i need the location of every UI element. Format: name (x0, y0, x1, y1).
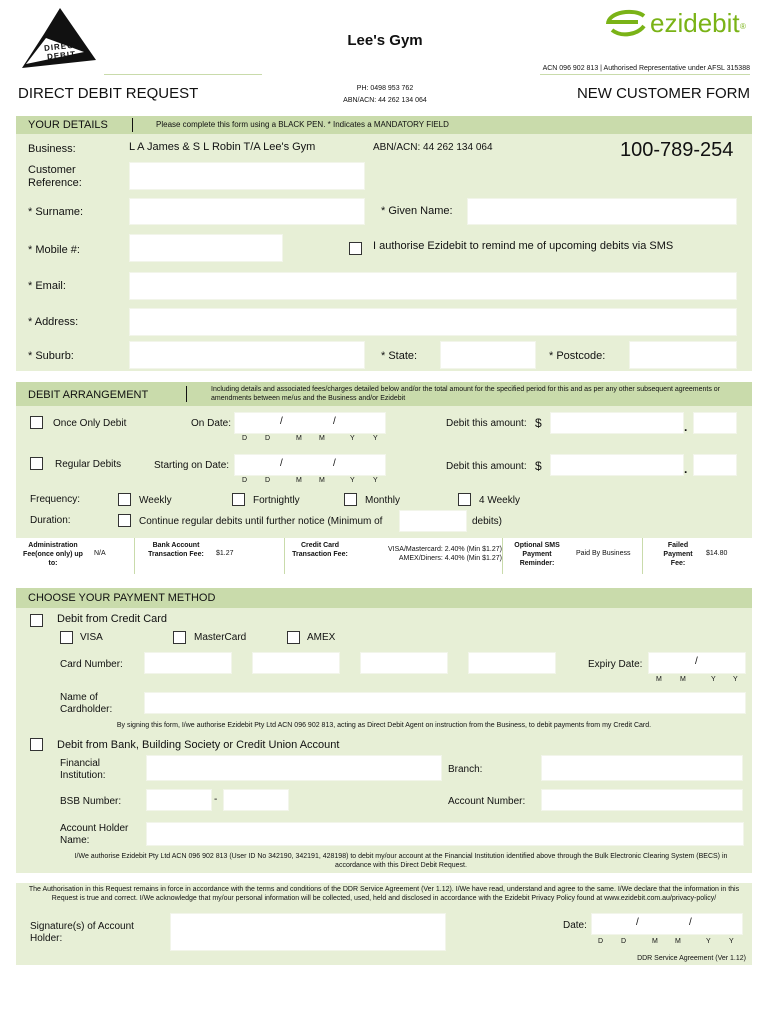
regular-amount-label: Debit this amount: (446, 461, 527, 472)
failed-fee-label: Failed Payment Fee: (663, 542, 693, 567)
debit-arrangement-title: DEBIT ARRANGEMENT (28, 389, 149, 401)
duration-label: Duration: (30, 515, 71, 526)
debit-arrangement-panel: DEBIT ARRANGEMENT Including details and associated fees/charges detailed below and/or the total amount for the specified period for this and as per any other subsequent agreements or amendments between me/us and the Business and/or Ezidebit Once Only Debit On Date: / / D D M M Y Y Debit this amount: $ . Regular Debits Starting on Date: / / D D M M Y Y Debit this amount: $ . Frequency: Weekly Fortnightly Monthly 4 Weekly Duration: Continue regular debits until further notice (Minimum of debits) Administration Fee(once only) up to: N/A Bank Account Transaction Fee: $1.27 Credit Card Transaction Fee: VISA/Mastercard: 2.40% (Min $1.27) AMEX/Diners: 4.40% (Min $1.27) Optional SMS Payment Reminder: Paid By Business Failed Payment Fee: $14.80 (16, 382, 752, 574)
mastercard-checkbox[interactable] (173, 631, 186, 644)
signature-label: Signature(s) of Account Holder: (30, 921, 134, 944)
financial-institution-label: Financial Institution: (60, 758, 106, 781)
financial-institution-field[interactable] (146, 755, 442, 781)
card-number-group-2[interactable] (252, 652, 340, 674)
sms-reminder-label: I authorise Ezidebit to remind me of upcoming debits via SMS (373, 240, 674, 252)
cardholder-label: Name of Cardholder: (60, 692, 113, 715)
given-name-label: * Given Name: (381, 205, 453, 217)
cc-fee-label: Credit Card Transaction Fee: (292, 542, 348, 558)
address-field[interactable] (129, 308, 737, 336)
card-number-label: Card Number: (60, 659, 123, 670)
once-amount-cents-field[interactable] (693, 412, 737, 434)
regular-amount-cents-field[interactable] (693, 454, 737, 476)
customer-ref-label: Customer Reference: (28, 164, 82, 189)
ezidebit-brand-name: ezidebit (650, 8, 740, 38)
amex-checkbox[interactable] (287, 631, 300, 644)
minimum-debits-field[interactable] (399, 510, 467, 532)
signature-panel: The Authorisation in this Request remains in force in accordance with the terms and conditions of the DDR Service Agreement (Ver 1.12). I/We have read, understand and agree to the same. I/We declare that the information in this Request is true and correct. I/We acknowledge that my/our personal information will be collected, used, held and disclosed in accordance with the Ezidebit Privacy Policy found at www.ezidebit.com.au/privacy-policy/ Signature(s) of Account Holder: Date: / / D D M M Y Y DDR Service Agreement (Ver 1.12) (16, 883, 752, 965)
on-date-label: On Date: (191, 418, 232, 429)
bank-fee-value: $1.27 (216, 550, 234, 557)
card-number-group-4[interactable] (468, 652, 556, 674)
payment-method-title: CHOOSE YOUR PAYMENT METHOD (28, 592, 216, 604)
fees-table (16, 538, 752, 574)
ezidebit-tm: ® (740, 22, 746, 31)
starting-date-field[interactable] (234, 454, 386, 476)
mobile-label: * Mobile #: (28, 244, 80, 256)
payment-method-header (16, 588, 752, 608)
logo-text-line2: DEBIT (46, 49, 77, 62)
bsb-field-2[interactable] (223, 789, 289, 811)
email-label: * Email: (28, 280, 66, 292)
suburb-field[interactable] (129, 341, 365, 369)
gym-name: Lee's Gym (347, 32, 423, 49)
credit-card-label: Debit from Credit Card (57, 613, 168, 625)
on-date-field[interactable] (234, 412, 386, 434)
abn-value: ABN/ACN: 44 262 134 064 (373, 142, 493, 153)
your-details-header (16, 116, 752, 134)
bank-authorisation-text: I/We authorise Ezidebit Pty Ltd ACN 096 902 813 (User ID No 342190, 342191, 428198) to debit my/our account at the Financial Institution identified above through the Bulk Electronic Clearing System (BECS) in accordance with this Direct Debit Request. (74, 853, 728, 869)
cc-fee-value: VISA/Mastercard: 2.40% (Min $1.27) AMEX/Diners: 4.40% (Min $1.27) (388, 546, 502, 562)
branch-label: Branch: (448, 764, 483, 775)
cc-authorisation-text: By signing this form, I/we authorise Ezidebit Pty Ltd ACN 096 902 813, acting as Direct Debit Agent on instruction from the Business, to debit payments from my Credit Card. (116, 722, 652, 729)
once-amount-field[interactable] (550, 412, 684, 434)
starting-date-label: Starting on Date: (154, 460, 230, 471)
bank-account-label: Debit from Bank, Building Society or Credit Union Account (57, 739, 340, 751)
account-number-label: Account Number: (448, 796, 526, 807)
expiry-label: Expiry Date: (588, 659, 643, 670)
account-holder-field[interactable] (146, 822, 744, 846)
surname-field[interactable] (129, 198, 365, 225)
weekly-checkbox[interactable] (118, 493, 131, 506)
mobile-field[interactable] (129, 234, 283, 262)
reference-number: 100-789-254 (620, 139, 734, 161)
regular-amount-field[interactable] (550, 454, 684, 476)
bank-account-checkbox[interactable] (30, 738, 43, 751)
credit-card-checkbox[interactable] (30, 614, 43, 627)
suburb-label: * Suburb: (28, 350, 74, 362)
signature-date-label: Date: (563, 920, 587, 931)
visa-checkbox[interactable] (60, 631, 73, 644)
four-weekly-checkbox[interactable] (458, 493, 471, 506)
business-label: Business: (28, 143, 76, 155)
signature-field[interactable] (170, 913, 446, 951)
card-number-group-3[interactable] (360, 652, 448, 674)
frequency-label: Frequency: (30, 494, 81, 505)
business-value: L A James & S L Robin T/A Lee's Gym (129, 141, 316, 153)
cardholder-field[interactable] (144, 692, 746, 714)
duration-text: Continue regular debits until further notice (Minimum of (139, 516, 383, 527)
fortnightly-checkbox[interactable] (232, 493, 245, 506)
admin-fee-value: N/A (94, 550, 106, 557)
regular-debits-checkbox[interactable] (30, 457, 43, 470)
bsb-field-1[interactable] (146, 789, 212, 811)
monthly-checkbox[interactable] (344, 493, 357, 506)
phone: PH: 0498 953 762 (356, 85, 414, 92)
signature-date-field[interactable] (591, 913, 743, 935)
admin-fee-label: Administration Fee(once only) up to: (23, 542, 83, 567)
email-field[interactable] (129, 272, 737, 300)
state-label: * State: (381, 350, 418, 362)
once-only-label: Once Only Debit (53, 418, 127, 429)
account-number-field[interactable] (541, 789, 743, 811)
logo-text-line1: DIRECT (43, 40, 81, 53)
header-rule (104, 74, 262, 75)
title-right: NEW CUSTOMER FORM (576, 85, 750, 102)
title-left: DIRECT DEBIT REQUEST (18, 85, 199, 102)
surname-label: * Surname: (28, 206, 84, 218)
your-details-title: YOUR DETAILS (28, 119, 108, 131)
continue-debits-checkbox[interactable] (118, 514, 131, 527)
sms-fee-label: Optional SMS Payment Reminder: (514, 542, 560, 567)
acn-line: ACN 096 902 813 | Authorised Representative under AFSL 315388 (542, 65, 750, 72)
customer-ref-field[interactable] (129, 162, 365, 190)
terms-text: The Authorisation in this Request remains in force in accordance with the terms and conditions of the DDR Service Agreement (Ver 1.12). I/We have read, understand and agree to the same. I/We declare that the information in this Request is true and correct. I/We acknowledge that my/our personal information will be collected, used, held and disclosed in accordance with the Ezidebit Privacy Policy found at www.ezidebit.com.au/privacy-policy/ (28, 886, 740, 902)
version-text: DDR Service Agreement (Ver 1.12) (637, 955, 746, 962)
postcode-label: * Postcode: (549, 350, 606, 362)
bsb-label: BSB Number: (60, 796, 122, 807)
sms-fee-value: Paid By Business (576, 550, 631, 557)
regular-debits-label: Regular Debits (55, 459, 122, 470)
debit-arrangement-note: Including details and associated fees/charges detailed below and/or the total amount for the specified period for this and as per any other subsequent agreements or amendments between me/us and the Business and/or Ezidebit (211, 386, 720, 402)
postcode-field[interactable] (629, 341, 737, 369)
branch-field[interactable] (541, 755, 743, 781)
once-amount-label: Debit this amount: (446, 418, 527, 429)
your-details-note: Please complete this form using a BLACK PEN. * Indicates a MANDATORY FIELD (156, 120, 449, 129)
failed-fee-value: $14.80 (706, 550, 728, 557)
payment-method-panel: CHOOSE YOUR PAYMENT METHOD Debit from Credit Card VISA MasterCard AMEX Card Number: Expiry Date: / M M Y Y Name of Cardholder: By signing this form, I/we authorise Ezidebit Pty Ltd ACN 096 902 813, acting as Direct Debit Agent on instruction from the Business, to debit payments from my Credit Card. Debit from Bank, Building Society or Credit Union Account Financial Institution: Branch: BSB Number: - Account Number: Account Holder Name: I/We authorise Ezidebit Pty Ltd ACN 096 902 813 (User ID No 342190, 342191, 428198) to debit my/our account at the Financial Institution identified above through the Bulk Electronic Clearing System (BECS) in accordance with this Direct Debit Request. (16, 588, 752, 873)
state-field[interactable] (440, 341, 536, 369)
account-holder-label: Account Holder Name: (60, 823, 129, 846)
given-name-field[interactable] (467, 198, 737, 225)
address-label: * Address: (28, 316, 79, 328)
abn-center: ABN/ACN: 44 262 134 064 (343, 97, 427, 104)
your-details-panel (16, 116, 752, 371)
once-only-checkbox[interactable] (30, 416, 43, 429)
debit-arrangement-header (16, 382, 752, 406)
card-number-group-1[interactable] (144, 652, 232, 674)
bank-fee-label: Bank Account Transaction Fee: (148, 542, 204, 558)
sms-reminder-checkbox[interactable] (349, 242, 362, 255)
header-rule-right (540, 74, 750, 75)
